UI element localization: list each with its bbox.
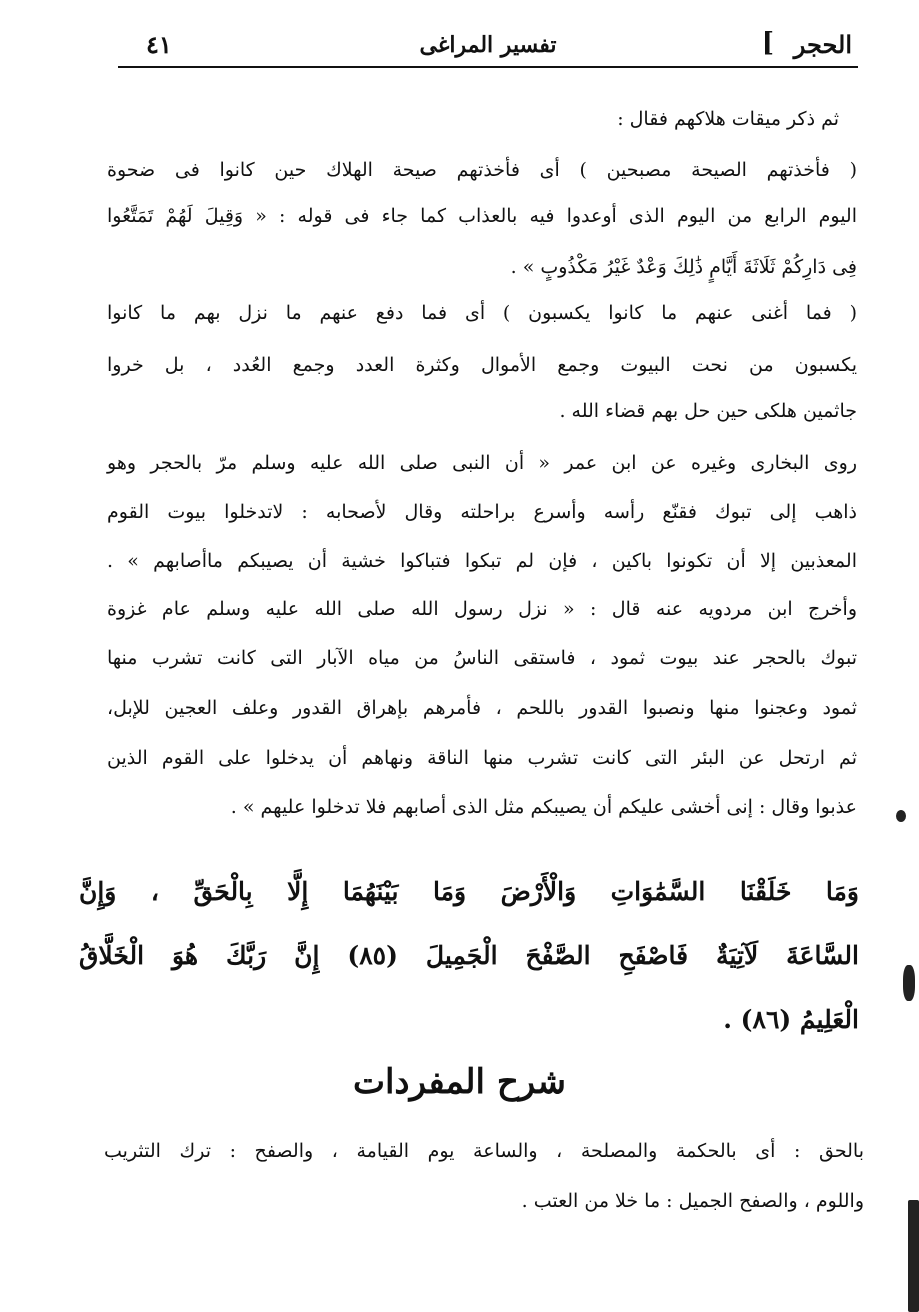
section-heading: شرح المفردات — [352, 1062, 567, 1102]
running-header — [118, 26, 858, 68]
glossary-line: بالحق : أى بالحكمة والمصلحة ، والساعة يوم القيامة ، والصفح : ترك التثريب — [104, 1140, 864, 1162]
glossary-line: واللوم ، والصفح الجميل : ما خلا من العتب . — [521, 1190, 864, 1212]
header-bracket: ] — [761, 28, 774, 58]
text-line: ثم ذكر ميقات هلاكهم فقال : — [617, 108, 839, 130]
text-line: المعذبين إلا أن تكونوا باكين ، فإن لم تبكوا فتباكوا خشية أن يصيبكم ماأصابهم » . — [107, 550, 857, 572]
text-line: وأخرج ابن مردويه عنه قال : « نزل رسول الله صلى الله عليه وسلم عام غزوة — [107, 598, 857, 620]
text-line: تبوك بالحجر عند بيوت ثمود ، فاستقى الناسُ من مياه الآبار التى كانت تشرب منها — [107, 647, 857, 669]
text-line: ذاهب إلى تبوك فقنّع رأسه وأسرع براحلته وقال لأصحابه : لاتدخلوا بيوت القوم — [107, 501, 857, 523]
text-line: ثم ارتحل عن البئر التى كانت تشرب منها الناقة ونهاهم أن يدخلوا على القوم الذين — [107, 747, 857, 769]
quran-verse-line: السَّاعَةَ لَآتِيَةٌ فَاصْفَحِ الصَّفْحَ الْجَمِيلَ (٨٥) إِنَّ رَبَّكَ هُوَ الْخَلَّاقُ — [79, 941, 859, 970]
text-line: ثمود وعجنوا منها ونصبوا القدور باللحم ، فأمرهم بإهراق القدور وعلف العجين للإبل، — [107, 697, 857, 719]
quran-verse-line: وَمَا خَلَقْنَا السَّمَٰوَاتِ وَالْأَرْضَ وَمَا بَيْنَهُمَا إِلَّا بِالْحَقِّ ، وَإِنَّ — [79, 877, 859, 906]
surah-name: الحجر — [793, 30, 852, 59]
text-line: جاثمين هلكى حين حل بهم قضاء الله . — [559, 400, 857, 422]
text-line: روى البخارى وغيره عن ابن عمر « أن النبى صلى الله عليه وسلم مرّ بالحجر وهو — [107, 452, 857, 474]
text-line: عذبوا وقال : إنى أخشى عليكم أن يصيبكم مثل الذى أصابهم فلا تدخلوا عليهم » . — [230, 796, 857, 818]
text-line: فِى دَارِكُمْ ثَلَاثَةَ أَيَّامٍ ذَٰلِكَ وَعْدٌ غَيْرُ مَكْذُوبٍ » . — [510, 256, 857, 278]
quran-verse-line: الْعَلِيمُ (٨٦) . — [723, 1005, 859, 1034]
text-line: ( فأخذتهم الصيحة مصبحين ) أى فأخذتهم صيحة الهلاك حين كانوا فى ضحوة — [107, 159, 857, 181]
scan-speck — [896, 810, 906, 822]
text-line: يكسبون من نحت البيوت وجمع الأموال وكثرة العدد وجمع العُدد ، بل خروا — [107, 354, 857, 376]
text-line: اليوم الرابع من اليوم الذى أوعدوا فيه بالعذاب كما جاء فى قوله : « وَقِيلَ لَهُمْ تَمَتَّعُوا — [107, 205, 857, 227]
page-number: ٤١ — [146, 30, 172, 59]
book-title: تفسير المراغى — [419, 32, 557, 58]
scan-speck — [903, 965, 915, 1001]
text-line: ( فما أغنى عنهم ما كانوا يكسبون ) أى فما دفع عنهم ما نزل بهم ما كانوا — [107, 302, 857, 324]
scan-edge — [908, 1200, 919, 1312]
